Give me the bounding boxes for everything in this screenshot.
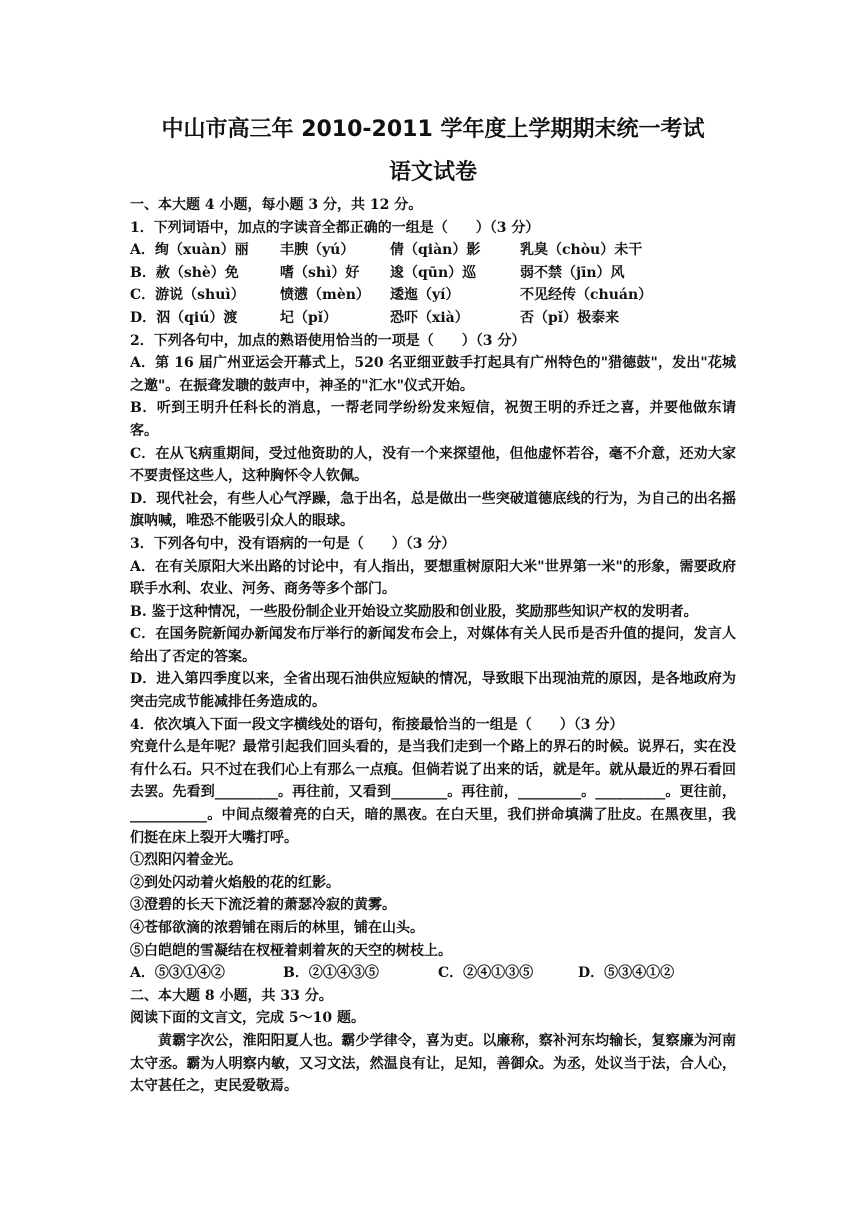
- exam-page: [130, 112, 736, 1098]
- q3-option-a: A．在有关原阳大米出路的讨论中，有人指出，要想重树原阳大米"世界第一米"的形象，需要政府联手水利、农业、河务、商务等多个部门。: [130, 558, 736, 598]
- q4-options: A．⑤③①④② B．②①④③⑤ C．②④①③⑤ D．⑤③④①②: [130, 965, 675, 982]
- q4-item-1: ①烈阳闪着金光。: [130, 852, 242, 869]
- q4-item-4: ④苍郁欲滴的浓碧铺在雨后的林里，铺在山头。: [130, 920, 424, 936]
- q1-stem: 1．下列词语中，加点的字读音全都正确的一组是（ ）（3 分）: [130, 219, 540, 236]
- q1-option-b: B．赦（shè）免 嗜（shì）好 逡（qūn）巡 弱不禁（jīn）风: [130, 264, 625, 281]
- q4-passage: 究竟什么是年呢？最常引起我们回头看的，是当我们走到一个路上的界石的时候。说界石，实在没有什么石。只不过在我们心上有那么一点痕。但倘若说了出来的话，就是年。就从最近的界石看回去罢。先看到_________。再往前，又看到________。再往前，_________。__________。更往前，___________。中间点缀着亮的白天，暗的黑夜。在白天里，我们拼命填满了肚皮。在黑夜里，我们挺在床上裂开大嘴打呼。: [130, 739, 736, 846]
- q4-item-5: ⑤白皑皑的雪凝结在杈桠着刺着灰的天空的树枝上。: [130, 942, 452, 959]
- q4-item-2: ②到处闪动着火焰般的花的红影。: [130, 874, 340, 891]
- q2-option-b: B．听到王明升任科长的消息，一帮老同学纷纷发来短信，祝贺王明的乔迁之喜，并要他做东请客。: [130, 400, 736, 439]
- section-1-heading: 一、本大题 4 小题，每小题 3 分，共 12 分。: [130, 197, 423, 213]
- q2-option-d: D．现代社会，有些人心气浮躁，急于出名，总是做出一些突破道德底线的行为，为自己的出名摇旗呐喊，唯恐不能吸引众人的眼球。: [130, 490, 736, 530]
- q2-option-a: A．第 16 届广州亚运会开幕式上，520 名亚细亚鼓手打起具有广州特色的"猎德鼓"，发出"花城之邀"。在振聋发聩的鼓声中，神圣的"汇水"仪式开始。: [130, 355, 736, 394]
- exam-title: 中山市高三年 2010-2011 学年度上学期期末统一考试: [161, 117, 705, 142]
- q3-option-c: C．在国务院新闻办新闻发布厅举行的新闻发布会上，对媒体有关人民币是否升值的提问，发言人给出了否定的答案。: [130, 626, 736, 665]
- classical-passage: 黄霸字次公，淮阳阳夏人也。霸少学律令，喜为吏。以廉称，察补河东均输长，复察廉为河南太守丞。霸为人明察内敏，又习文法，然温良有让，足知，善御众。为丞，处议当于法，合人心，太守甚任之，吏民爱敬焉。: [130, 1032, 736, 1095]
- q3-option-d: D．进入第四季度以来，全省出现石油供应短缺的情况，导致眼下出现油荒的原因，是各地政府为突击完成节能减排任务造成的。: [130, 671, 736, 711]
- q4-item-3: ③澄碧的长天下流泛着的萧瑟冷寂的黄雾。: [130, 897, 396, 914]
- section-2-heading: 二、本大题 8 小题，共 33 分。: [130, 987, 333, 1004]
- reading-intro: 阅读下面的文言文，完成 5～10 题。: [130, 1010, 365, 1027]
- q2-option-c: C．在从飞病重期间，受过他资助的人，没有一个来探望他，但他虚怀若谷，毫不介意，还劝大家不要责怪这些人，这种胸怀令人钦佩。: [130, 445, 736, 485]
- q3-option-b: B. 鉴于这种情况，一些股份制企业开始设立奖励股和创业股，奖励那些知识产权的发明者。: [130, 603, 698, 620]
- q4-stem: 4．依次填入下面一段文字横线处的语句，衔接最恰当的一组是（ ）（3 分）: [130, 716, 624, 733]
- exam-subtitle: 语文试卷: [388, 160, 477, 185]
- q1-option-a: A．绚（xuàn）丽 丰腴（yú） 倩（qiàn）影 乳臭（chòu）未干: [130, 242, 643, 259]
- q1-option-d: D．泅（qiú）渡 圮（pǐ） 恐吓（xià） 否（pǐ）极泰来: [130, 309, 620, 326]
- q2-stem: 2．下列各句中，加点的熟语使用恰当的一项是（ ）（3 分）: [130, 332, 526, 349]
- q1-option-c: C．游说（shuì） 愤懑（mèn） 逶迤（yí） 不见经传（chuán）: [130, 287, 653, 304]
- q3-stem: 3．下列各句中，没有语病的一句是（ ）（3 分）: [130, 535, 456, 552]
